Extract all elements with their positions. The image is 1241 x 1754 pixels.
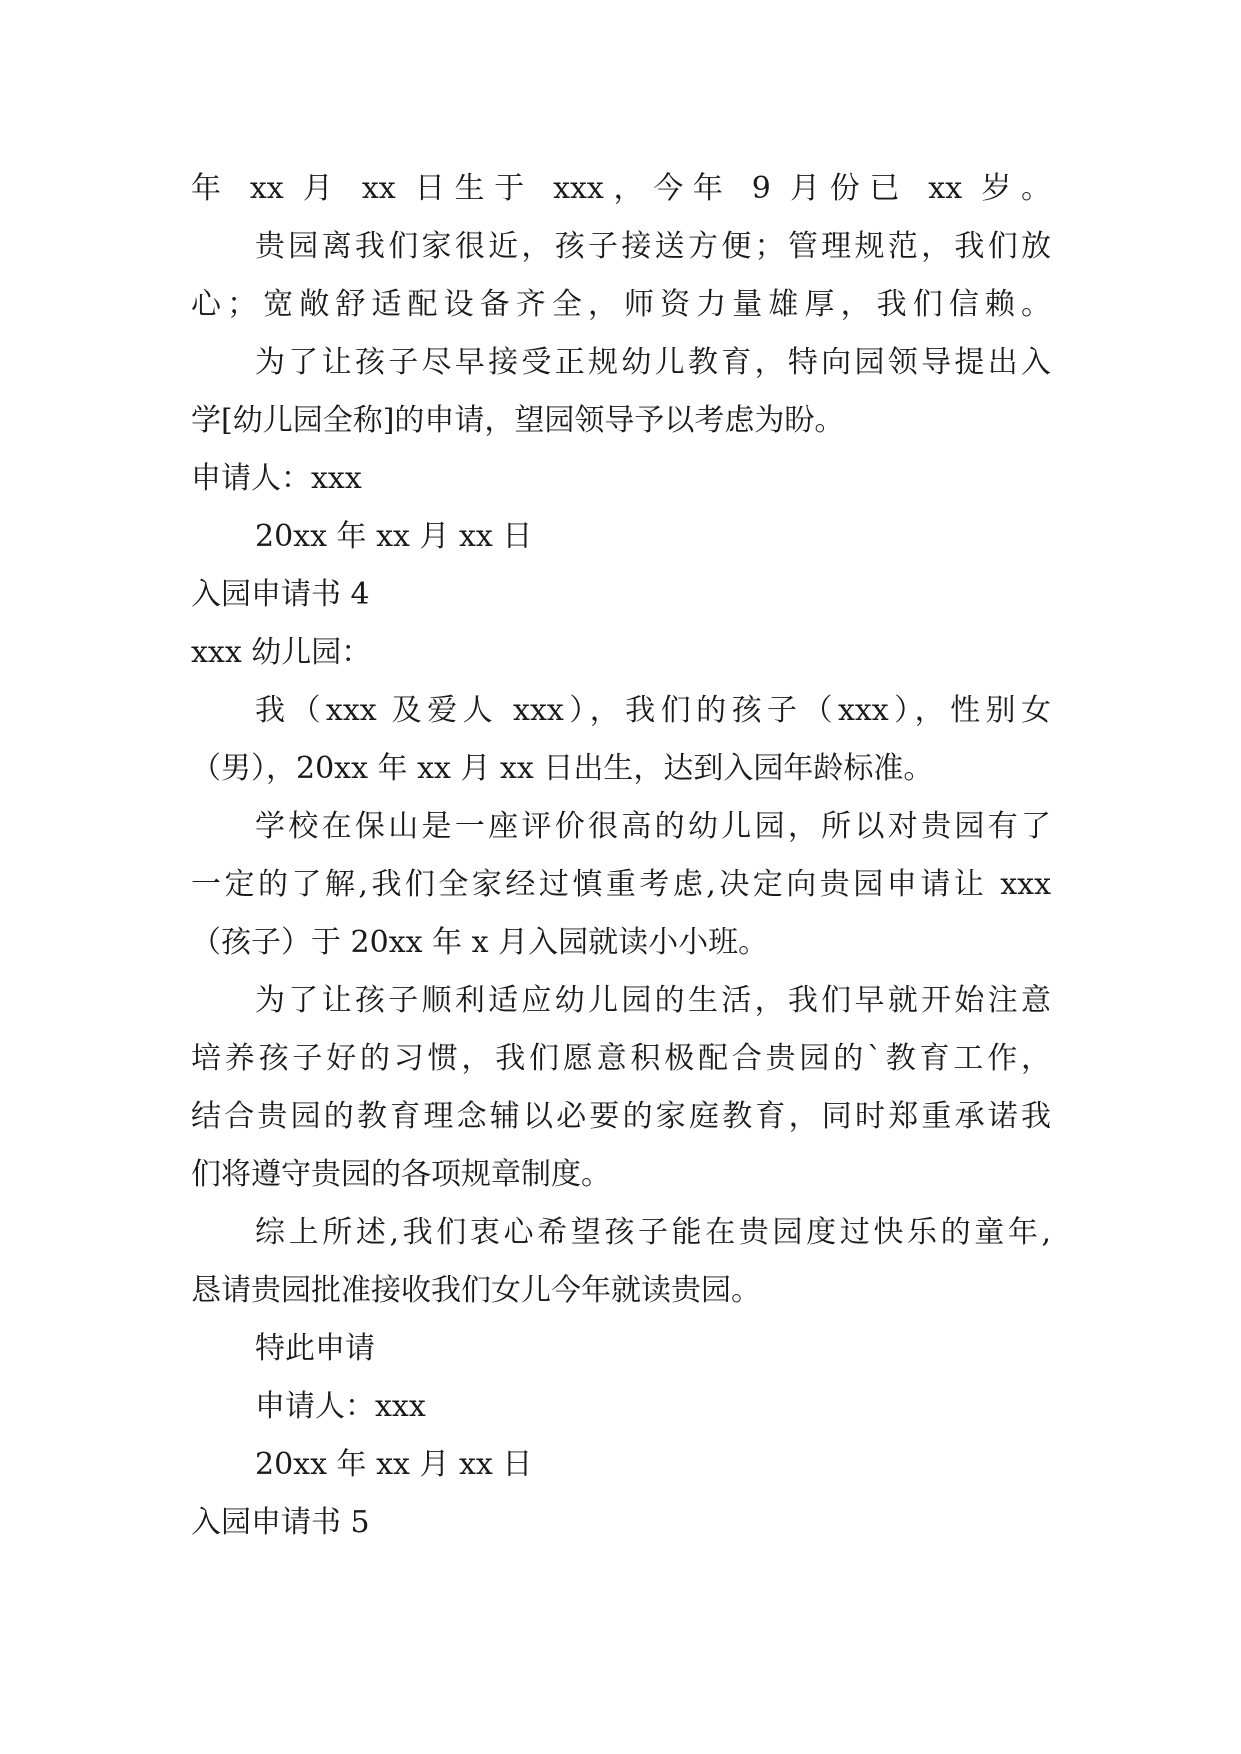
text-line: 为了让孩子顺利适应幼儿园的生活，我们早就开始注意 xyxy=(255,983,1051,1018)
applicant-line: 申请人：xxx xyxy=(191,461,362,496)
date-line: 20xx 年 xx 月 xx 日 xyxy=(255,519,533,554)
section-heading: 入园申请书 5 xyxy=(191,1505,370,1540)
text-line: 年 xx 月 xx 日生于 xxx，今年 9 月份已 xx 岁。 xyxy=(191,171,1051,206)
text-line: 学[幼儿园全称]的申请，望园领导予以考虑为盼。 xyxy=(191,403,845,438)
text-line: 们将遵守贵园的各项规章制度。 xyxy=(191,1157,611,1192)
text-line: 我（xxx 及爱人 xxx），我们的孩子（xxx），性别女 xyxy=(255,693,1051,728)
closing-line: 特此申请 xyxy=(255,1331,375,1366)
salutation: xxx 幼儿园： xyxy=(191,635,372,670)
text-line: 培养孩子好的习惯，我们愿意积极配合贵园的`教育工作， xyxy=(191,1041,1051,1076)
text-line: 心；宽敞舒适配设备齐全，师资力量雄厚，我们信赖。 xyxy=(191,287,1051,322)
text-line: 学校在保山是一座评价很高的幼儿园，所以对贵园有了 xyxy=(255,809,1051,844)
section-heading: 入园申请书 4 xyxy=(191,577,370,612)
text-line: （男），20xx 年 xx 月 xx 日出生，达到入园年龄标准。 xyxy=(191,751,934,786)
text-line: 结合贵园的教育理念辅以必要的家庭教育，同时郑重承诺我 xyxy=(191,1099,1051,1134)
text-line: 贵园离我们家很近，孩子接送方便；管理规范，我们放 xyxy=(255,229,1051,264)
applicant-line: 申请人：xxx xyxy=(255,1389,426,1424)
text-line: 为了让孩子尽早接受正规幼儿教育，特向园领导提出入 xyxy=(255,345,1051,380)
date-line: 20xx 年 xx 月 xx 日 xyxy=(255,1447,533,1482)
text-line: 一定的了解,我们全家经过慎重考虑,决定向贵园申请让 xxx xyxy=(191,867,1051,902)
text-line: 综上所述,我们衷心希望孩子能在贵园度过快乐的童年, xyxy=(255,1215,1051,1250)
text-line: 恳请贵园批准接收我们女儿今年就读贵园。 xyxy=(191,1273,761,1308)
text-line: （孩子）于 20xx 年 x 月入园就读小小班。 xyxy=(191,925,769,960)
